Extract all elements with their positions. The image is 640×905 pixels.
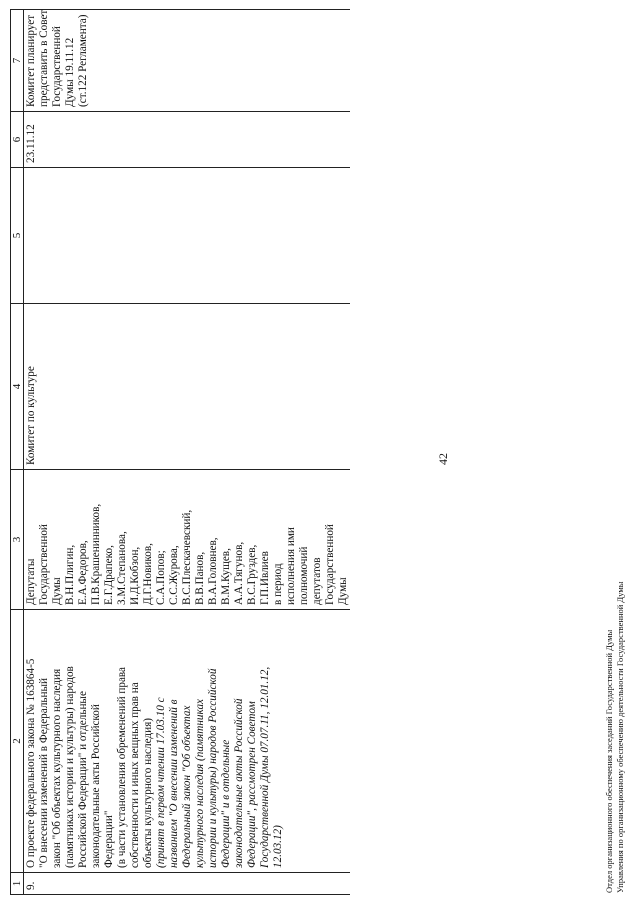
bill-status-line: Федерации", рассмотрен Советом [246,701,258,868]
initiator-line: полномочий [298,546,310,605]
bill-title [25,613,155,868]
initiators-cell [24,470,351,610]
bill-status-line: культурного наследия (памятниках [194,698,206,868]
bill-status-line: (принят в первом чтении 17.03.10 с [155,697,167,868]
bill-status-line: законодательные акты Российской [233,698,245,868]
initiator-line: В.А.Головнев, [207,537,219,605]
plan-note-line: Государственной [51,26,63,107]
initiator-line: В.В.Панов, [194,551,206,605]
column-header: 7 [11,10,24,112]
initiator-line: В.С.Плескачевский, [181,509,193,605]
bill-title-line: "О внесении изменений в Федеральный [38,677,50,868]
plan-note-line: Думы 19.11.12 [64,37,76,107]
plan-note-cell [24,10,351,112]
bill-title-line: (памятниках истории и культуры) народов [64,666,76,868]
initiator-line: Государственной [38,524,50,605]
bill-status-line: истории и культуры) народов Российской [207,668,219,868]
initiator-line: В.М.Кущев, [220,548,232,605]
column-header: 3 [11,470,24,610]
initiator-line: Г.П.Ивлиев [259,551,271,605]
bill-status-note [155,613,285,868]
column-header: 4 [11,304,24,470]
bill-title-line: Российской Федерации" и отдельные [77,691,89,868]
initiator-line: Думы [337,577,349,605]
initiator-line: в период [272,563,284,605]
initiator-line: Е.Г.Драпеко, [103,545,115,605]
bill-status-line: Федеральный закон "Об объектах [181,705,193,868]
row-number: 9. [24,873,351,895]
bill-status-line: названием "О внесении изменений в [168,699,180,868]
date-cell: 23.11.12 [24,112,351,168]
page-number: 42 [436,453,450,465]
initiator-line: П.В.Крашенинников, [90,503,102,605]
footer-department: Отдел организационного обеспечения заседаний Государственной Думы [604,629,614,893]
column-header: 6 [11,112,24,168]
bill-title-line: О проекте федерального закона № 163864-5 [25,658,37,868]
bill-title-line: (в части установления обременений права [116,666,128,868]
initiator-line: Е.А.Федоров, [77,540,89,605]
committee-cell: Комитет по культуре [24,304,351,470]
initiator-line: И.Д.Кобзон, [129,546,141,605]
initiator-line: З.М.Степанова, [116,531,128,605]
initiator-line: А.А.Тягунов, [233,541,245,605]
initiator-line: С.А.Попов; [155,550,167,605]
bill-title-line: законодательные акты Российской [90,704,102,868]
column-header: 1 [11,873,24,895]
initiator-line: депутатов [311,557,323,605]
plan-note-line: (ст.122 Регламента) [77,14,89,107]
initiator-line: В.Н.Плигин, [64,544,76,605]
bill-status-line: Государственной Думы 07.07.11, 12.01.12, [259,666,271,868]
plan-note-line: представить в Совет [38,9,50,107]
bills-table [10,9,350,895]
bill-title-line: закон "Об объектах культурного наследия [51,668,63,868]
empty-cell [24,168,351,304]
bill-description-cell [24,610,351,873]
initiator-line: С.С.Журова, [168,545,180,605]
column-header: 2 [11,610,24,873]
initiator-line: В.С.Груздев, [246,544,258,605]
bill-status-line: 12.03.12) [272,825,284,868]
initiator-line: Государственной [324,524,336,605]
plan-note-line: Комитет планирует [25,14,37,107]
footer-directorate: Управления по организационному обеспечению деятельности Государственной Думы [615,581,625,893]
initiator-line: Думы [51,577,63,605]
table-header-row [11,10,24,895]
initiator-line: исполнения ими [285,527,297,605]
bill-title-line: объекты культурного наследия) [142,718,154,868]
initiator-line: Депутаты [25,558,37,605]
bill-title-line: Федерации" [103,810,115,868]
table-row [24,10,351,895]
bill-status-line: Федерации" и в отдельные [220,739,232,868]
column-header: 5 [11,168,24,304]
bill-title-line: собственности и иных вещных прав на [129,682,141,868]
initiator-line: Д.Г.Новиков, [142,543,154,605]
